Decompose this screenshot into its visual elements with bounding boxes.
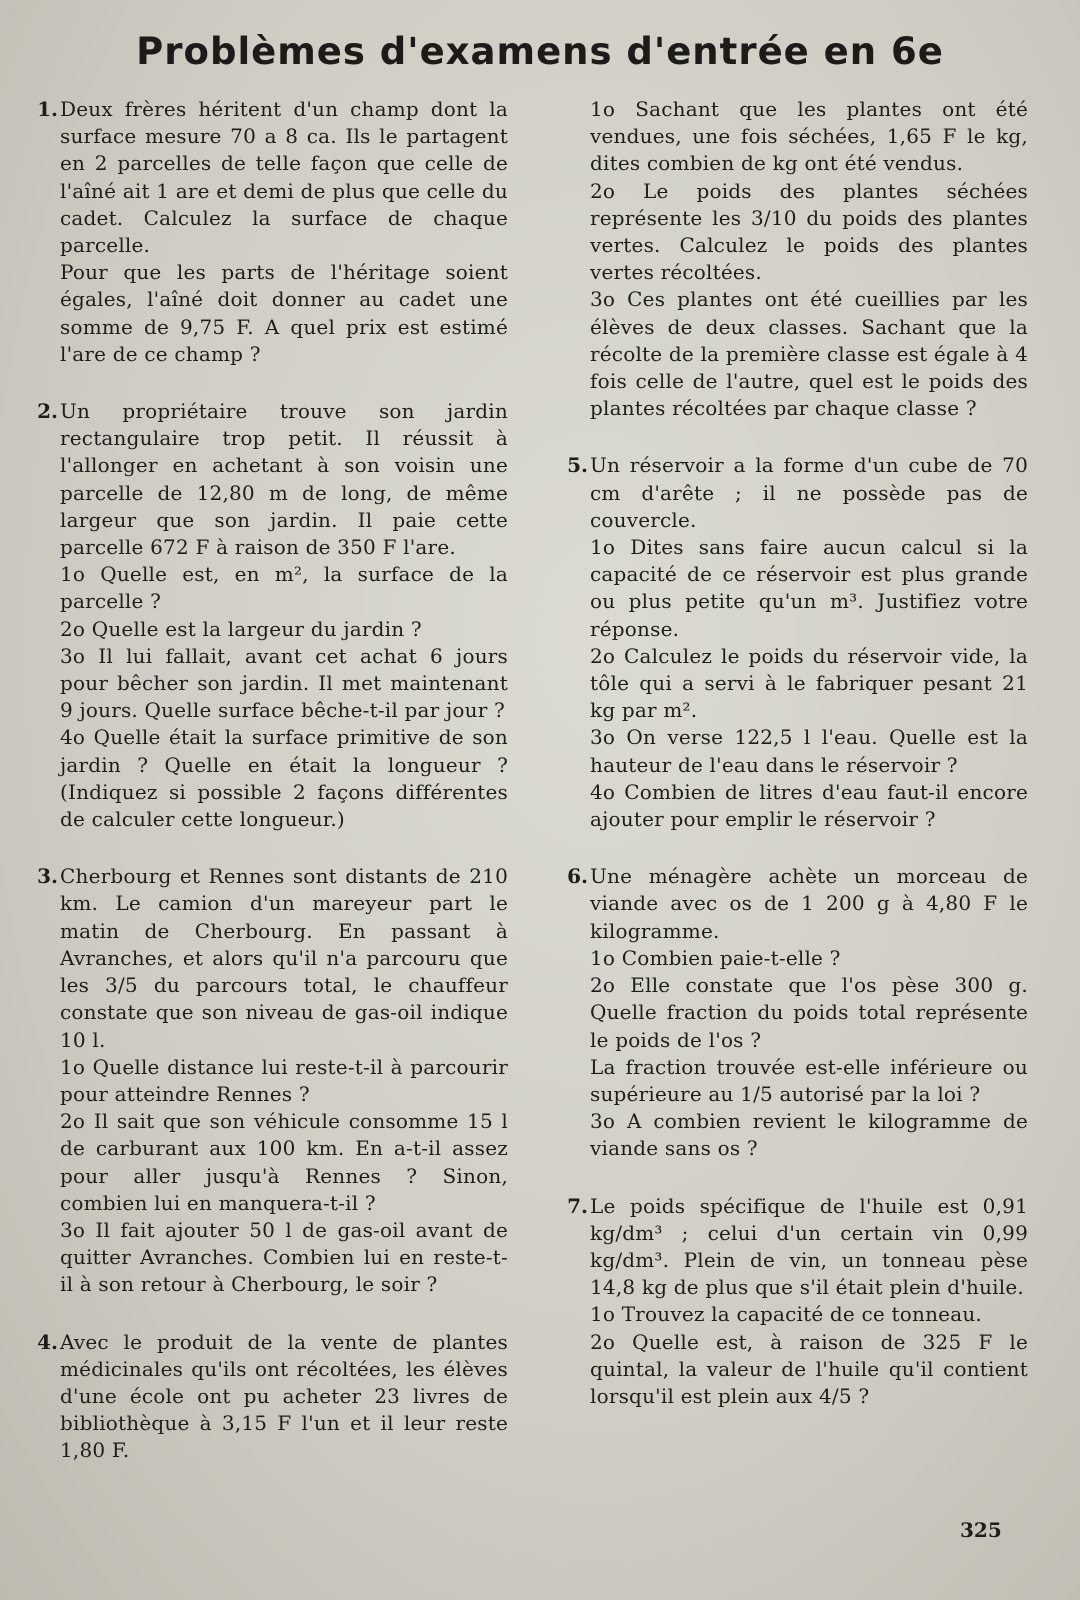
problem-text: Un réservoir a la forme d'un cube de 70 cm d'arête ; il ne possède pas de couvercle. 1o Dites sans faire aucun calcul si la capacité de ce réservoir est plus grande ou plus petite qu'un m³. Justifiez votre réponse. 2o Calculez le poids du réservoir vide, la tôle qui a servi à le fabriquer pesant 21 kg par m². 3o On verse 122,5 l l'eau. Quelle est la hauteur de l'eau dans le réservoir ? 4o Combien de litres d'eau faut-il encore ajouter pour emplir le réservoir ? (590, 453, 1028, 832)
problem-number: 5. (567, 453, 588, 478)
problem-number: 6. (567, 864, 588, 889)
problem-1 (18, 96, 508, 368)
problem-4-continued (548, 96, 1028, 422)
problem-7 (548, 1193, 1028, 1411)
problem-text: Une ménagère achète un morceau de viande avec os de 1 200 g à 4,80 F le kilogramme. 1o Combien paie-t-elle ? 2o Elle constate que l'os pèse 300 g. Quelle fraction du poids total représente le poids de l'os ? La fraction trouvée est-elle inférieure ou supérieure au 1/5 autorisé par la loi ? 3o A combien revient le kilogramme de viande sans os ? (590, 864, 1028, 1161)
problem-4 (18, 1329, 508, 1465)
problem-number: 7. (567, 1193, 588, 1218)
problem-text: Deux frères héritent d'un champ dont la surface mesure 70 a 8 ca. Ils le partagent en 2 parcelles de telle façon que celle de l'aîné ait 1 are et demi de plus que celle du cadet. Calculez la surface de chaque parcelle. Pour que les parts de l'héritage soient égales, l'aîné doit donner au cadet une somme de 9,75 F. A quel prix est estimé l'are de ce champ ? (60, 97, 508, 366)
problem-3 (18, 863, 508, 1298)
problem-2 (18, 398, 508, 833)
page-title: Problèmes d'examens d'entrée en 6e (136, 30, 944, 73)
problem-text: Cherbourg et Rennes sont distants de 210 km. Le camion d'un mareyeur part le matin de Cherbourg. En passant à Avranches, et alors qu'il n'a parcouru que les 3/5 du parcours total, le chauffeur constate que son niveau de gas-oil indique 10 l. 1o Quelle distance lui reste-t-il à parcourir pour atteindre Rennes ? 2o Il sait que son véhicule consomme 15 l de carburant aux 100 km. En a-t-il assez pour aller jusqu'à Rennes ? Sinon, combien lui en manquera-t-il ? 3o Il fait ajouter 50 l de gas-oil avant de quitter Avranches. Combien lui en reste-t-il à son retour à Cherbourg, le soir ? (60, 864, 508, 1297)
problem-number: 1. (37, 97, 58, 121)
problem-6 (548, 863, 1028, 1162)
problem-text: Un propriétaire trouve son jardin rectangulaire trop petit. Il réussit à l'allonger en achetant à son voisin une parcelle de 12,80 m de long, de même largeur que son jardin. Il paie cette parcelle 672 F à raison de 350 F l'are. 1o Quelle est, en m², la surface de la parcelle ? 2o Quelle est la largeur du jardin ? 3o Il lui fallait, avant cet achat 6 jours pour bêcher son jardin. Il met maintenant 9 jours. Quelle surface bêche-t-il par jour ? 4o Quelle était la surface primitive de son jardin ? Quelle en était la longueur ? (Indiquez si possible 2 façons différentes de calculer cette longueur.) (60, 399, 508, 832)
problem-number: 4. (37, 1329, 58, 1354)
problem-text: Avec le produit de la vente de plantes médicinales qu'ils ont récoltées, les élèves d'une école ont pu acheter 23 livres de bibliothèque à 3,15 F l'un et il leur reste 1,80 F. (60, 1329, 508, 1463)
right-column (548, 96, 1028, 1440)
left-column (18, 96, 508, 1495)
problem-text: 1o Sachant que les plantes ont été vendues, une fois séchées, 1,65 F le kg, dites combien de kg ont été vendus. 2o Le poids des plantes séchées représente les 3/10 du poids des plantes vertes. Calculez le poids des plantes vertes récoltées. 3o Ces plantes ont été cueillies par les élèves de deux classes. Sachant que la récolte de la première classe est égale à 4 fois celle de l'autre, quel est le poids des plantes récoltées par chaque classe ? (590, 97, 1028, 421)
problem-text: Le poids spécifique de l'huile est 0,91 kg/dm³ ; celui d'un certain vin 0,99 kg/dm³. Plein de vin, un tonneau pèse 14,8 kg de plus que s'il était plein d'huile. 1o Trouvez la capacité de ce tonneau. 2o Quelle est, à raison de 325 F le quintal, la valeur de l'huile qu'il contient lorsqu'il est plein aux 4/5 ? (590, 1193, 1028, 1408)
problem-5 (548, 452, 1028, 833)
problem-number: 2. (37, 399, 58, 424)
problem-number: 3. (37, 864, 58, 889)
page-number: 325 (960, 1518, 1002, 1542)
